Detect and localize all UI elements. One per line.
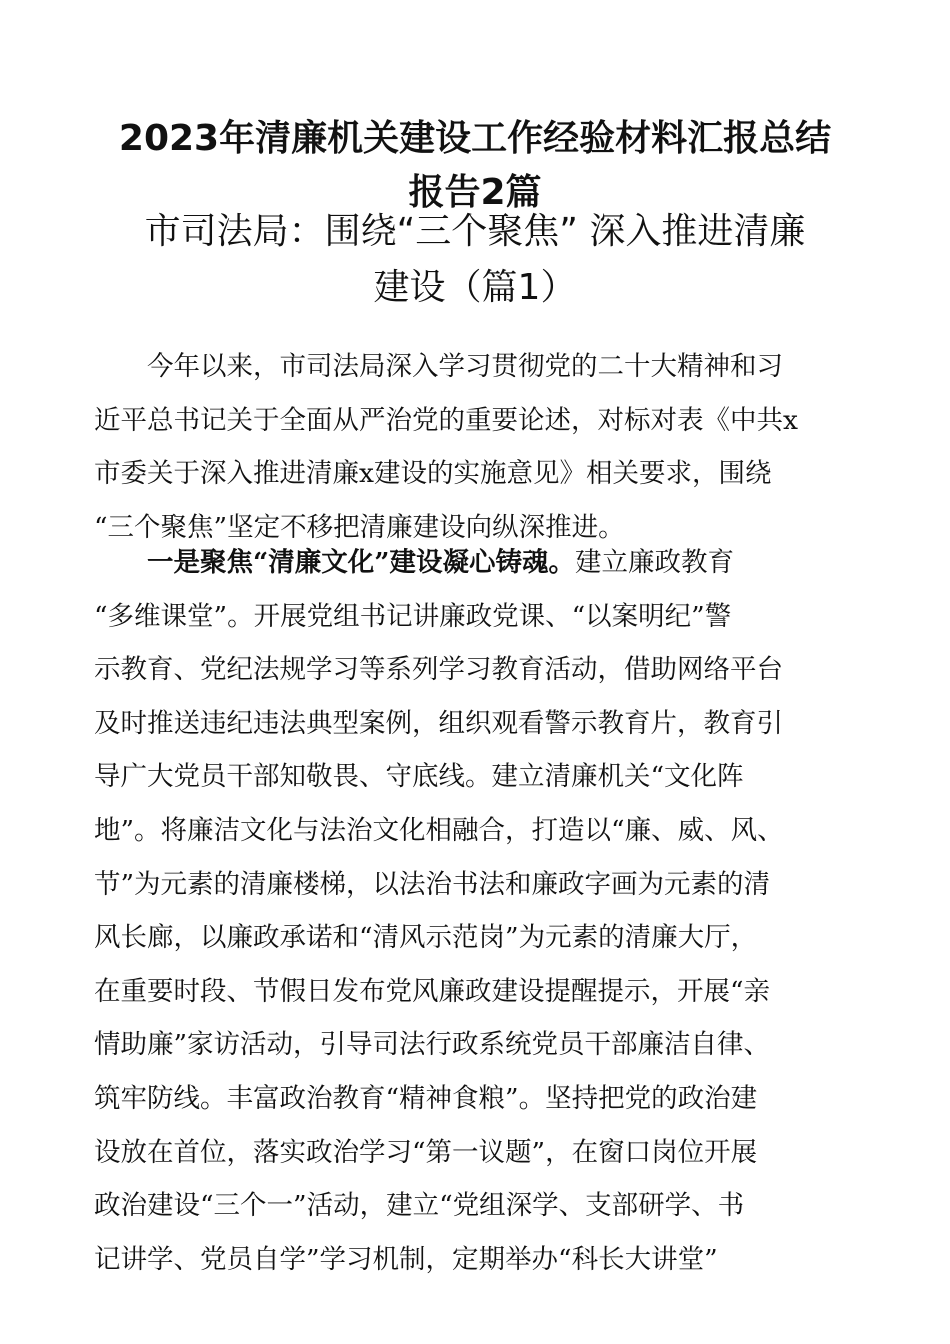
- paragraph-line: 导广大党员干部知敬畏、守底线。建立清廉机关“文化阵: [94, 761, 744, 793]
- paragraph-line: 设放在首位，落实政治学习“第一议题”，在窗口岗位开展: [94, 1136, 758, 1168]
- paragraph-line: 情助廉”家访活动，引导司法行政系统党员干部廉洁自律、: [94, 1029, 771, 1061]
- paragraph-line: 今年以来，市司法局深入学习贯彻党的二十大精神和习: [94, 351, 783, 382]
- section-title: [80, 204, 870, 316]
- paragraph-line: 在重要时段、节假日发布党风廉政建设提醒提示，开展“亲: [94, 975, 771, 1007]
- document-title-line-1: 2023年清廉机关建设工作经验材料汇报总结: [118, 118, 832, 159]
- section-title-line-2: 建设（篇1）: [373, 267, 577, 308]
- paragraph-line: 风长廊，以廉政承诺和“清风示范岗”为元素的清廉大厅，: [94, 922, 758, 954]
- paragraph-line: 记讲学、党员自学”学习机制，定期举办“科长大讲堂”: [94, 1243, 718, 1275]
- paragraph-line: 示教育、党纪法规学习等系列学习教育活动，借助网络平台: [94, 654, 783, 686]
- paragraph-line: 政治建设“三个一”活动，建立“党组深学、支部研学、书: [94, 1190, 745, 1222]
- paragraph-lead-rest: 建立廉政教育: [575, 547, 734, 578]
- paragraph-line: “多维课堂”。开展党组书记讲廉政党课、“以案明纪”警: [94, 600, 732, 632]
- intro-paragraph: [94, 340, 864, 554]
- paragraph-line: 筑牢防线。丰富政治教育“精神食粮”。坚持把党的政治建: [94, 1082, 758, 1114]
- document-title-line-2: 报告2篇: [408, 172, 542, 213]
- paragraph-first-line: [94, 536, 864, 590]
- paragraph-line: 市委关于深入推进清廉x建设的实施意见》相关要求，围绕: [94, 458, 772, 490]
- paragraph-line: 节”为元素的清廉楼梯，以法治书法和廉政字画为元素的清: [94, 868, 771, 900]
- section-title-line-1: 市司法局：围绕“三个聚焦” 深入推进清廉: [144, 211, 806, 252]
- paragraph-line: 及时推送违纪违法典型案例，组织观看警示教育片，教育引: [94, 707, 783, 739]
- paragraph-lead-heading: 一是聚焦“清廉文化”建设凝心铸魂。: [94, 547, 575, 578]
- paragraph-line: 近平总书记关于全面从严治党的重要论述，对标对表《中共x: [94, 404, 798, 436]
- paragraph-line: 地”。将廉洁文化与法治文化相融合，打造以“廉、威、风、: [94, 814, 784, 846]
- culture-paragraph: [94, 536, 864, 1286]
- paragraph-line: “三个聚焦”坚定不移把清廉建设向纵深推进。: [94, 511, 625, 543]
